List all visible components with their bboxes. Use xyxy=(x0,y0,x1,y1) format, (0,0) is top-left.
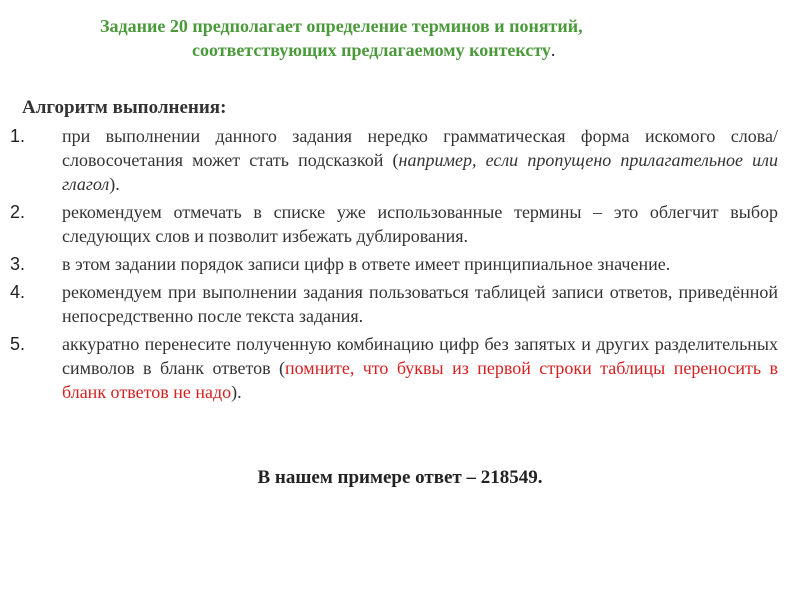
step-text: рекомендуем отмечать в списке уже использованные термины – это облегчит выбор следующих слов и позволит избежать дублирования. xyxy=(62,202,778,246)
step-number: 1. xyxy=(10,126,26,146)
step-text: в этом задании порядок записи цифр в ответе имеет принципиальное значение. xyxy=(62,254,671,274)
step-number: 2. xyxy=(10,202,26,222)
title-line-1: Задание 20 предполагает определение терминов и понятий, xyxy=(100,16,583,36)
step-text-end: ). xyxy=(109,174,120,194)
step-item-3 xyxy=(0,252,778,276)
title-line-2-text: соответствующих предлагаемому контексту xyxy=(192,40,551,60)
step-item-4 xyxy=(0,280,778,328)
step-text: аккуратно перенесите полученную комбинацию цифр без запятых и других разделительных символов в бланк ответов ( xyxy=(62,334,778,378)
step-text: рекомендуем при выполнении задания пользоваться таблицей записи ответов, приведённой непосредственно после текста задания. xyxy=(62,282,778,326)
slide-title xyxy=(100,14,700,62)
step-number: 3. xyxy=(10,254,26,274)
step-text: при выполнении данного задания нередко грамматическая форма искомого слова/словосочетания может стать подсказкой ( xyxy=(62,126,778,170)
step-item-5 xyxy=(0,332,778,404)
step-number: 4. xyxy=(10,282,26,302)
answer-line: В нашем примере ответ – 218549. xyxy=(257,467,543,488)
steps-list xyxy=(0,124,800,408)
step-italic-example: например, если пропущено прилагательное или глагол xyxy=(62,150,778,194)
title-line-2-end: . xyxy=(550,40,556,60)
step-item-2 xyxy=(0,200,778,248)
step-item-1 xyxy=(0,124,778,196)
step-text-end: ). xyxy=(231,382,242,402)
algorithm-heading: Алгоритм выполнения: xyxy=(22,97,227,118)
title-line-2 xyxy=(100,38,700,62)
step-number: 5. xyxy=(10,334,26,354)
step-highlight-note: помните, что буквы из первой строки таблицы переносить в бланк ответов не надо xyxy=(62,358,779,402)
